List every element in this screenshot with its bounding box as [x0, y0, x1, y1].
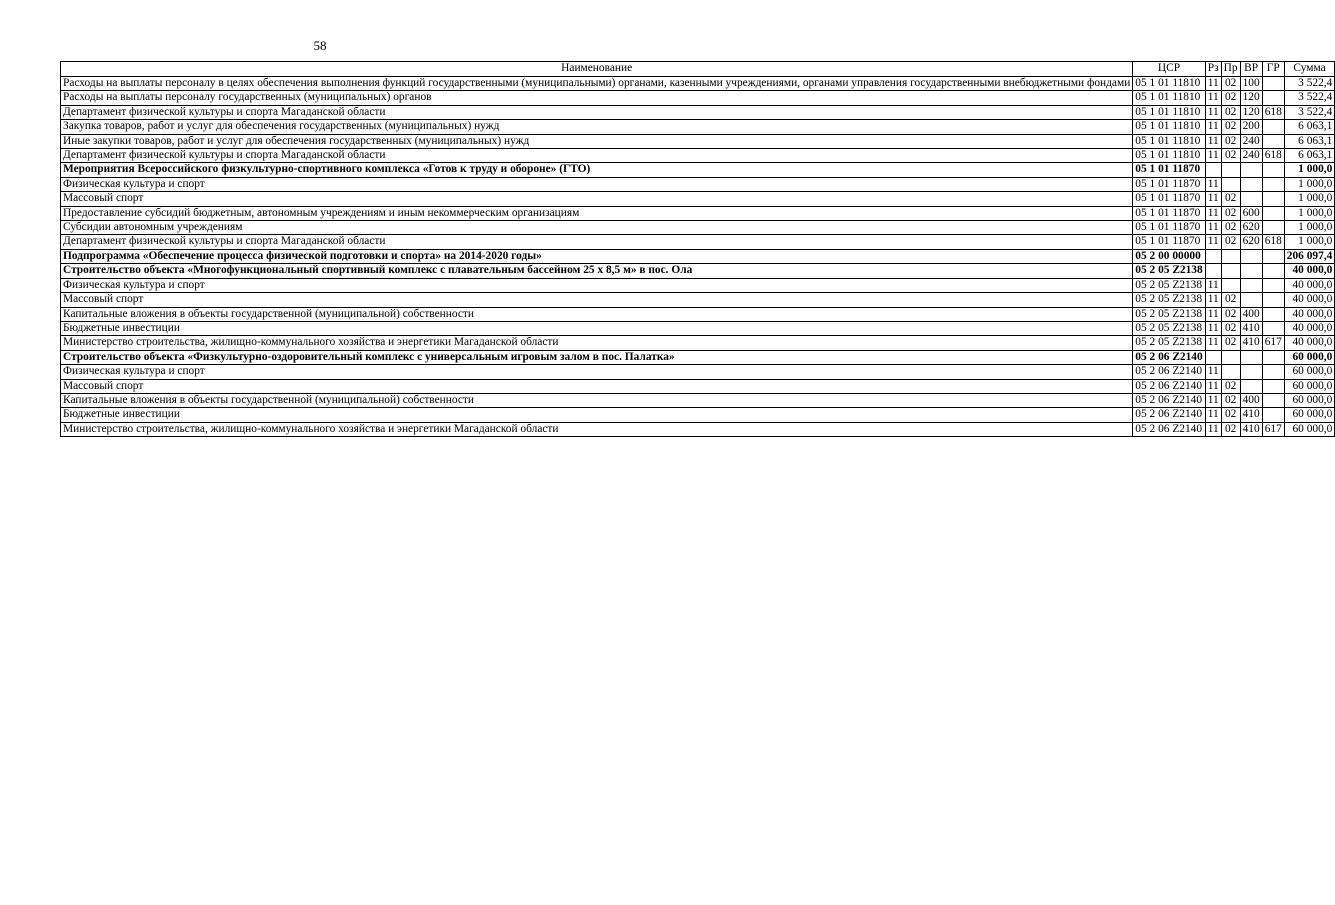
cell-csr: 05 1 01 11870: [1133, 163, 1205, 177]
cell-rz: 11: [1205, 393, 1221, 407]
table-row: [61, 379, 1335, 393]
cell-rz: 11: [1205, 408, 1221, 422]
cell-gr: [1262, 192, 1284, 206]
cell-gr: [1262, 249, 1284, 263]
cell-sum: 6 063,1: [1284, 149, 1335, 163]
cell-csr: 05 2 06 Z2140: [1133, 408, 1205, 422]
budget-table: [60, 61, 1335, 437]
cell-rz: 11: [1205, 365, 1221, 379]
cell-name: Министерство строительства, жилищно-коммунального хозяйства и энергетики Магаданской области: [61, 422, 1133, 436]
cell-name: Мероприятия Всероссийского физкультурно-спортивного комплекса «Готов к труду и обороне» (ГТО): [61, 163, 1133, 177]
cell-rz: 11: [1205, 91, 1221, 105]
cell-rz: 11: [1205, 293, 1221, 307]
table-header-row: [61, 62, 1335, 77]
cell-gr: [1262, 177, 1284, 191]
cell-sum: 60 000,0: [1284, 365, 1335, 379]
cell-pr: 02: [1221, 321, 1240, 335]
cell-vr: [1240, 192, 1262, 206]
table-row: [61, 365, 1335, 379]
cell-csr: 05 2 06 Z2140: [1133, 350, 1205, 364]
cell-sum: 60 000,0: [1284, 393, 1335, 407]
table-row: [61, 293, 1335, 307]
cell-vr: 100: [1240, 77, 1262, 91]
cell-name: Иные закупки товаров, работ и услуг для обеспечения государственных (муниципальных) нужд: [61, 134, 1133, 148]
cell-name: Физическая культура и спорт: [61, 365, 1133, 379]
table-row: [61, 264, 1335, 278]
cell-gr: [1262, 293, 1284, 307]
cell-name: Департамент физической культуры и спорта Магаданской области: [61, 105, 1133, 119]
cell-name: Капитальные вложения в объекты государственной (муниципальной) собственности: [61, 393, 1133, 407]
cell-pr: [1221, 163, 1240, 177]
cell-rz: [1205, 163, 1221, 177]
cell-gr: 618: [1262, 149, 1284, 163]
cell-name: Департамент физической культуры и спорта Магаданской области: [61, 235, 1133, 249]
cell-sum: 60 000,0: [1284, 422, 1335, 436]
cell-csr: 05 1 01 11810: [1133, 77, 1205, 91]
table-row: [61, 336, 1335, 350]
cell-csr: 05 1 01 11810: [1133, 120, 1205, 134]
cell-pr: [1221, 264, 1240, 278]
cell-rz: 11: [1205, 206, 1221, 220]
cell-sum: 40 000,0: [1284, 321, 1335, 335]
cell-sum: 1 000,0: [1284, 177, 1335, 191]
cell-rz: 11: [1205, 221, 1221, 235]
cell-csr: 05 1 01 11810: [1133, 134, 1205, 148]
cell-pr: 02: [1221, 307, 1240, 321]
cell-gr: [1262, 206, 1284, 220]
table-row: [61, 307, 1335, 321]
cell-pr: [1221, 365, 1240, 379]
cell-rz: 11: [1205, 149, 1221, 163]
cell-pr: 02: [1221, 91, 1240, 105]
cell-pr: 02: [1221, 221, 1240, 235]
cell-name: Министерство строительства, жилищно-коммунального хозяйства и энергетики Магаданской области: [61, 336, 1133, 350]
cell-gr: [1262, 350, 1284, 364]
cell-gr: [1262, 408, 1284, 422]
cell-pr: 02: [1221, 206, 1240, 220]
cell-name: Физическая культура и спорт: [61, 278, 1133, 292]
column-header-csr: ЦСР: [1133, 62, 1205, 77]
cell-vr: [1240, 163, 1262, 177]
cell-name: Строительство объекта «Физкультурно-оздоровительный комплекс с универсальным игровым залом в пос. Палатка»: [61, 350, 1133, 364]
cell-gr: 617: [1262, 336, 1284, 350]
cell-csr: 05 2 05 Z2138: [1133, 321, 1205, 335]
cell-vr: [1240, 177, 1262, 191]
cell-rz: 11: [1205, 422, 1221, 436]
cell-vr: [1240, 293, 1262, 307]
cell-csr: 05 1 01 11870: [1133, 177, 1205, 191]
table-row: [61, 91, 1335, 105]
cell-rz: 11: [1205, 120, 1221, 134]
cell-rz: 11: [1205, 379, 1221, 393]
cell-csr: 05 1 01 11870: [1133, 192, 1205, 206]
cell-sum: 60 000,0: [1284, 379, 1335, 393]
table-row: [61, 235, 1335, 249]
cell-gr: [1262, 278, 1284, 292]
cell-vr: [1240, 278, 1262, 292]
cell-csr: 05 1 01 11870: [1133, 206, 1205, 220]
cell-vr: 120: [1240, 91, 1262, 105]
cell-csr: 05 1 01 11870: [1133, 235, 1205, 249]
cell-csr: 05 2 06 Z2140: [1133, 365, 1205, 379]
table-row: [61, 321, 1335, 335]
cell-gr: [1262, 321, 1284, 335]
table-row: [61, 408, 1335, 422]
cell-pr: 02: [1221, 379, 1240, 393]
table-row: [61, 422, 1335, 436]
cell-vr: 410: [1240, 422, 1262, 436]
cell-vr: 410: [1240, 321, 1262, 335]
cell-name: Департамент физической культуры и спорта Магаданской области: [61, 149, 1133, 163]
cell-rz: 11: [1205, 192, 1221, 206]
cell-vr: 400: [1240, 307, 1262, 321]
cell-name: Расходы на выплаты персоналу государственных (муниципальных) органов: [61, 91, 1133, 105]
table-row: [61, 77, 1335, 91]
cell-sum: 3 522,4: [1284, 91, 1335, 105]
cell-gr: [1262, 264, 1284, 278]
cell-csr: 05 2 05 Z2138: [1133, 307, 1205, 321]
column-header-pr: Пр: [1221, 62, 1240, 77]
cell-name: Капитальные вложения в объекты государственной (муниципальной) собственности: [61, 307, 1133, 321]
cell-pr: 02: [1221, 293, 1240, 307]
cell-name: Бюджетные инвестиции: [61, 408, 1133, 422]
cell-csr: 05 2 06 Z2140: [1133, 422, 1205, 436]
cell-name: Закупка товаров, работ и услуг для обеспечения государственных (муниципальных) нужд: [61, 120, 1133, 134]
cell-vr: [1240, 379, 1262, 393]
cell-rz: 11: [1205, 321, 1221, 335]
cell-gr: [1262, 77, 1284, 91]
cell-sum: 60 000,0: [1284, 350, 1335, 364]
table-row: [61, 120, 1335, 134]
cell-pr: [1221, 278, 1240, 292]
cell-gr: 618: [1262, 105, 1284, 119]
cell-csr: 05 2 05 Z2138: [1133, 336, 1205, 350]
cell-csr: 05 1 01 11810: [1133, 91, 1205, 105]
cell-vr: [1240, 264, 1262, 278]
cell-sum: 1 000,0: [1284, 206, 1335, 220]
table-row: [61, 249, 1335, 263]
cell-csr: 05 2 05 Z2138: [1133, 293, 1205, 307]
cell-pr: [1221, 177, 1240, 191]
cell-sum: 40 000,0: [1284, 293, 1335, 307]
cell-sum: 206 097,4: [1284, 249, 1335, 263]
cell-csr: 05 1 01 11810: [1133, 105, 1205, 119]
cell-sum: 40 000,0: [1284, 307, 1335, 321]
cell-name: Физическая культура и спорт: [61, 177, 1133, 191]
table-row: [61, 278, 1335, 292]
cell-sum: 3 522,4: [1284, 105, 1335, 119]
column-header-vr: ВР: [1240, 62, 1262, 77]
cell-gr: 618: [1262, 235, 1284, 249]
cell-rz: 11: [1205, 105, 1221, 119]
table-body: [61, 77, 1335, 437]
cell-vr: [1240, 350, 1262, 364]
cell-pr: 02: [1221, 105, 1240, 119]
cell-gr: 617: [1262, 422, 1284, 436]
cell-gr: [1262, 307, 1284, 321]
table-row: [61, 149, 1335, 163]
cell-name: Строительство объекта «Многофункциональный спортивный комплекс с плавательным бассейном 25 х 8,5 м» в пос. Ола: [61, 264, 1133, 278]
cell-name: Подпрограмма «Обеспечение процесса физической подготовки и спорта» на 2014-2020 годы»: [61, 249, 1133, 263]
cell-gr: [1262, 163, 1284, 177]
cell-csr: 05 2 00 00000: [1133, 249, 1205, 263]
cell-rz: [1205, 249, 1221, 263]
column-header-sum: Сумма: [1284, 62, 1335, 77]
cell-csr: 05 2 06 Z2140: [1133, 393, 1205, 407]
column-header-name: Наименование: [61, 62, 1133, 77]
column-header-gr: ГР: [1262, 62, 1284, 77]
table-row: [61, 350, 1335, 364]
cell-name: Массовый спорт: [61, 293, 1133, 307]
table-row: [61, 105, 1335, 119]
cell-sum: 40 000,0: [1284, 278, 1335, 292]
cell-rz: 11: [1205, 134, 1221, 148]
cell-rz: 11: [1205, 278, 1221, 292]
cell-rz: [1205, 264, 1221, 278]
cell-name: Субсидии автономным учреждениям: [61, 221, 1133, 235]
cell-rz: [1205, 350, 1221, 364]
cell-csr: 05 2 05 Z2138: [1133, 278, 1205, 292]
cell-vr: [1240, 249, 1262, 263]
cell-vr: 410: [1240, 336, 1262, 350]
table-row: [61, 221, 1335, 235]
cell-vr: 620: [1240, 221, 1262, 235]
cell-sum: 1 000,0: [1284, 221, 1335, 235]
cell-sum: 6 063,1: [1284, 134, 1335, 148]
cell-name: Расходы на выплаты персоналу в целях обеспечения выполнения функций государственными (муниципальными) органами, казенными учреждениями, органами управления государственными внебюджетными фондами: [61, 77, 1133, 91]
cell-sum: 6 063,1: [1284, 120, 1335, 134]
cell-sum: 3 522,4: [1284, 77, 1335, 91]
cell-csr: 05 2 05 Z2138: [1133, 264, 1205, 278]
cell-sum: 40 000,0: [1284, 336, 1335, 350]
cell-pr: 02: [1221, 192, 1240, 206]
cell-pr: [1221, 249, 1240, 263]
cell-vr: 410: [1240, 408, 1262, 422]
cell-pr: 02: [1221, 120, 1240, 134]
cell-pr: 02: [1221, 77, 1240, 91]
cell-csr: 05 2 06 Z2140: [1133, 379, 1205, 393]
table-row: [61, 163, 1335, 177]
cell-rz: 11: [1205, 307, 1221, 321]
cell-name: Предоставление субсидий бюджетным, автономным учреждениям и иным некоммерческим организациям: [61, 206, 1133, 220]
page-number: 58: [313, 38, 327, 53]
cell-pr: 02: [1221, 336, 1240, 350]
cell-vr: 600: [1240, 206, 1262, 220]
cell-pr: 02: [1221, 408, 1240, 422]
cell-gr: [1262, 393, 1284, 407]
cell-rz: 11: [1205, 77, 1221, 91]
cell-gr: [1262, 91, 1284, 105]
cell-rz: 11: [1205, 336, 1221, 350]
cell-gr: [1262, 221, 1284, 235]
cell-csr: 05 1 01 11870: [1133, 221, 1205, 235]
cell-vr: 240: [1240, 134, 1262, 148]
cell-pr: 02: [1221, 235, 1240, 249]
cell-vr: 200: [1240, 120, 1262, 134]
cell-vr: 400: [1240, 393, 1262, 407]
cell-vr: 120: [1240, 105, 1262, 119]
column-header-rz: Рз: [1205, 62, 1221, 77]
cell-pr: [1221, 350, 1240, 364]
cell-rz: 11: [1205, 177, 1221, 191]
cell-rz: 11: [1205, 235, 1221, 249]
cell-gr: [1262, 120, 1284, 134]
cell-gr: [1262, 134, 1284, 148]
cell-name: Массовый спорт: [61, 192, 1133, 206]
table-row: [61, 393, 1335, 407]
cell-gr: [1262, 365, 1284, 379]
table-row: [61, 206, 1335, 220]
cell-pr: 02: [1221, 134, 1240, 148]
cell-name: Бюджетные инвестиции: [61, 321, 1133, 335]
cell-pr: 02: [1221, 149, 1240, 163]
cell-sum: 1 000,0: [1284, 192, 1335, 206]
cell-sum: 1 000,0: [1284, 163, 1335, 177]
table-row: [61, 134, 1335, 148]
cell-sum: 1 000,0: [1284, 235, 1335, 249]
cell-vr: [1240, 365, 1262, 379]
cell-csr: 05 1 01 11810: [1133, 149, 1205, 163]
cell-vr: 240: [1240, 149, 1262, 163]
cell-sum: 60 000,0: [1284, 408, 1335, 422]
cell-sum: 40 000,0: [1284, 264, 1335, 278]
cell-gr: [1262, 379, 1284, 393]
cell-pr: 02: [1221, 422, 1240, 436]
table-row: [61, 177, 1335, 191]
table-row: [61, 192, 1335, 206]
cell-name: Массовый спорт: [61, 379, 1133, 393]
cell-pr: 02: [1221, 393, 1240, 407]
cell-vr: 620: [1240, 235, 1262, 249]
